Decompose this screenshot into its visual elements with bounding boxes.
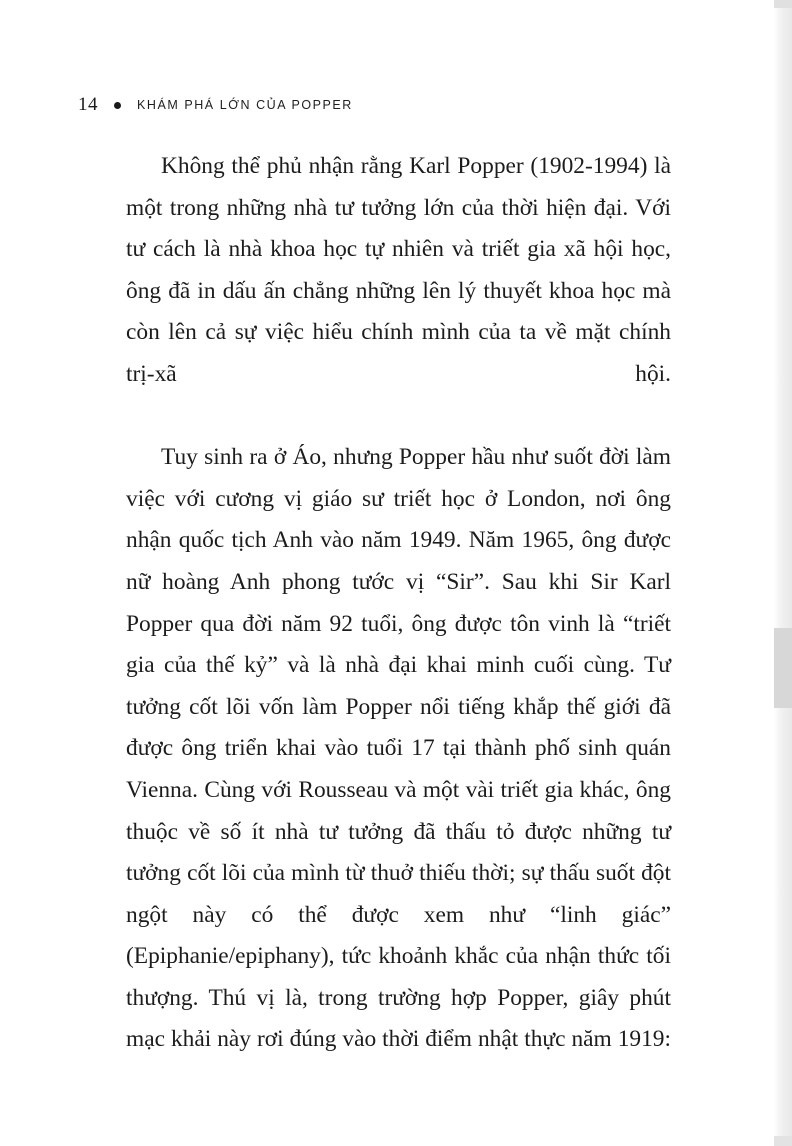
chapter-title: KHÁM PHÁ LỚN CỦA POPPER xyxy=(137,98,353,112)
page-edge-band xyxy=(774,628,792,708)
page-edge-shading xyxy=(774,0,792,1146)
paragraph: Không thể phủ nhận rằng Karl Popper (1902-1994) là một trong những nhà tư tưởng lớn của thời hiện đại. Với tư cách là nhà khoa học tự nhiên và triết gia xã hội học, ông đã in dấu ấn chẳng những lên lý thuyết khoa học mà còn lên cả sự việc hiểu chính mình của ta về mặt chính trị-xã hội. xyxy=(126,153,671,387)
body-text xyxy=(126,146,671,1103)
paragraph: Tuy sinh ra ở Áo, nhưng Popper hầu như suốt đời làm việc với cương vị giáo sư triết học ở London, nơi ông nhận quốc tịch Anh vào năm 1949. Năm 1965, ông được nữ hoàng Anh phong tước vị “Sir”. Sau khi Sir Karl Popper qua đời năm 92 tuổi, ông được tôn vinh là “triết gia của thế kỷ” và là nhà đại khai minh cuối cùng. Tư tưởng cốt lõi vốn làm Popper nổi tiếng khắp thế giới đã được ông triển khai vào tuổi 17 tại thành phố sinh quán Vienna. Cùng với Rousseau và một vài triết gia khác, ông thuộc về số ít nhà tư tưởng đã thấu tỏ được những tư tưởng cốt lõi của mình từ thuở thiếu thời; sự thấu suốt đột ngột này có thể được xem như “linh giác” (Epiphanie/epiphany), tức khoảnh khắc của nhận thức tối thượng. Thú vị là, trong trường hợp Popper, giây phút mạc khải này rơi đúng vào thời điểm nhật thực năm 1919: xyxy=(126,444,671,1053)
running-head xyxy=(78,94,353,116)
bullet-separator-icon xyxy=(114,102,121,109)
page-edge-band xyxy=(774,0,792,8)
page-number: 14 xyxy=(78,94,98,115)
page-edge-band xyxy=(774,1136,792,1146)
